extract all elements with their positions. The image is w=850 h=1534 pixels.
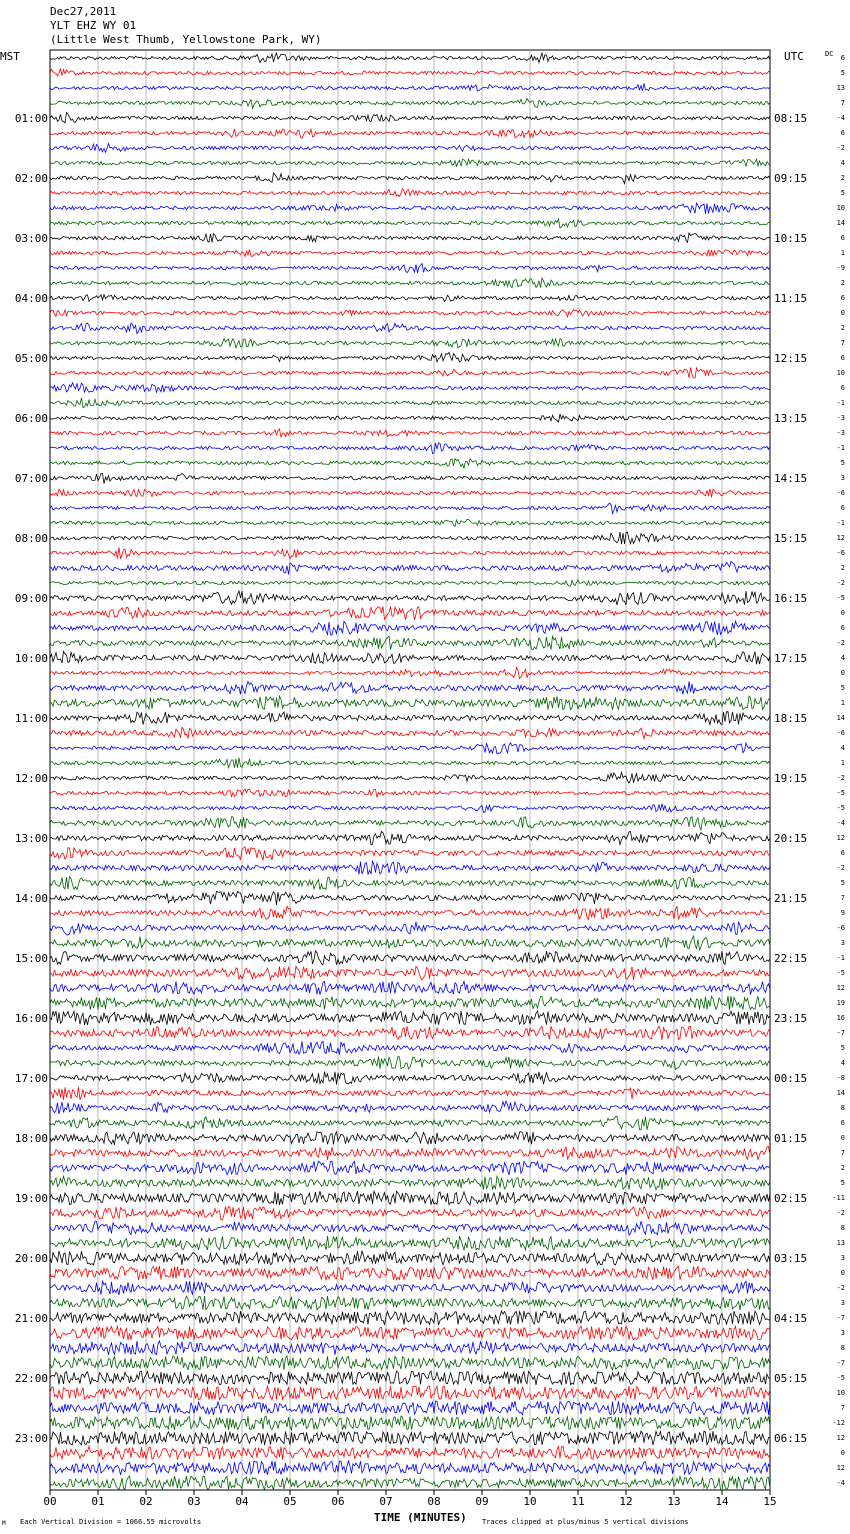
x-tick-label: 06: [331, 1495, 345, 1508]
utc-hour-label: 10:15: [774, 232, 808, 245]
trace-2: [50, 69, 770, 76]
dc-offset-label: -2: [836, 144, 845, 152]
mst-hour-label: 02:00: [14, 172, 48, 185]
trace-47: [50, 743, 770, 754]
utc-hour-label: 17:15: [774, 652, 808, 665]
trace-13: [50, 233, 770, 242]
utc-hour-label: 19:15: [774, 772, 808, 785]
trace-39: [50, 621, 770, 635]
dc-offset-label: 4: [840, 654, 845, 662]
trace-53: [50, 832, 770, 845]
utc-hour-label: 18:15: [774, 712, 808, 725]
mst-hour-label: 14:00: [14, 892, 48, 905]
utc-hour-label: 15:15: [774, 532, 808, 545]
dc-offset-label: -3: [836, 414, 845, 422]
utc-hour-label: 22:15: [774, 952, 808, 965]
dc-offset-header: DC: [825, 50, 834, 58]
trace-80: [50, 1236, 770, 1250]
dc-offset-label: 3: [840, 474, 845, 482]
trace-72: [50, 1116, 770, 1130]
trace-64: [50, 996, 770, 1010]
dc-offset-label: -11: [832, 1194, 845, 1202]
dc-offset-label: 2: [840, 1164, 845, 1172]
trace-7: [50, 143, 770, 152]
dc-offset-label: 7: [840, 894, 845, 902]
trace-41: [50, 651, 770, 664]
trace-21: [50, 353, 770, 362]
dc-offset-label: 7: [840, 1404, 845, 1412]
dc-offset-label: 12: [836, 834, 845, 842]
dc-offset-label: 14: [836, 1089, 845, 1097]
dc-offset-label: 9: [840, 909, 845, 917]
trace-17: [50, 295, 770, 302]
trace-24: [50, 398, 770, 408]
dc-offset-label: -6: [836, 924, 845, 932]
utc-hour-label: 09:15: [774, 172, 808, 185]
mst-hour-label: 07:00: [14, 472, 48, 485]
dc-offset-label: 14: [836, 219, 845, 227]
dc-offset-label: 5: [840, 459, 845, 467]
dc-offset-label: 14: [836, 714, 845, 722]
trace-37: [50, 591, 770, 605]
trace-46: [50, 727, 770, 739]
dc-offset-label: -2: [836, 1284, 845, 1292]
corner-mark: M: [2, 1520, 6, 1527]
dc-offset-label: 5: [840, 1044, 845, 1052]
utc-hour-label: 05:15: [774, 1372, 808, 1385]
mst-hour-label: 20:00: [14, 1252, 48, 1265]
trace-49: [50, 772, 770, 783]
trace-33: [50, 532, 770, 544]
dc-offset-label: -1: [836, 519, 845, 527]
dc-offset-label: 4: [840, 1059, 845, 1067]
dc-offset-label: 8: [840, 1104, 845, 1112]
trace-30: [50, 489, 770, 497]
dc-offset-label: 8: [840, 1344, 845, 1352]
trace-66: [50, 1026, 770, 1040]
utc-hour-label: 20:15: [774, 832, 808, 845]
dc-offset-label: 6: [840, 54, 845, 62]
mst-hour-label: 15:00: [14, 952, 48, 965]
mst-hour-label: 19:00: [14, 1192, 48, 1205]
x-tick-label: 10: [523, 1495, 537, 1508]
dc-offset-label: 6: [840, 294, 845, 302]
dc-offset-label: 5: [840, 879, 845, 887]
dc-offset-label: 10: [836, 204, 845, 212]
trace-95: [50, 1461, 770, 1475]
trace-76: [50, 1176, 770, 1189]
dc-offset-label: 3: [840, 1329, 845, 1337]
mst-hour-label: 12:00: [14, 772, 48, 785]
dc-offset-label: 6: [840, 234, 845, 242]
dc-offset-label: -2: [836, 579, 845, 587]
utc-hour-label: 00:15: [774, 1072, 808, 1085]
dc-offset-label: -7: [836, 1314, 845, 1322]
mst-hour-label: 17:00: [14, 1072, 48, 1085]
trace-27: [50, 443, 770, 454]
trace-18: [50, 310, 770, 317]
utc-hour-label: 03:15: [774, 1252, 808, 1265]
trace-91: [50, 1401, 770, 1415]
trace-32: [50, 519, 770, 526]
trace-82: [50, 1266, 770, 1280]
trace-74: [50, 1147, 770, 1160]
utc-hour-label: 06:15: [774, 1432, 808, 1445]
dc-offset-label: -5: [836, 969, 845, 977]
trace-11: [50, 203, 770, 214]
dc-offset-label: -6: [836, 549, 845, 557]
dc-offset-label: -7: [836, 1029, 845, 1037]
x-tick-label: 05: [283, 1495, 297, 1508]
x-axis-title: TIME (MINUTES): [374, 1511, 467, 1524]
trace-44: [50, 696, 770, 710]
trace-73: [50, 1132, 770, 1145]
dc-offset-label: 0: [840, 309, 845, 317]
trace-14: [50, 250, 770, 257]
dc-offset-label: 6: [840, 129, 845, 137]
dc-offset-label: 0: [840, 609, 845, 617]
trace-83: [50, 1281, 770, 1295]
trace-35: [50, 561, 770, 574]
dc-offset-label: 5: [840, 1179, 845, 1187]
trace-75: [50, 1161, 770, 1175]
trace-71: [50, 1101, 770, 1114]
trace-22: [50, 368, 770, 379]
dc-offset-label: 0: [840, 669, 845, 677]
trace-96: [50, 1476, 770, 1490]
trace-26: [50, 429, 770, 438]
mst-hour-label: 10:00: [14, 652, 48, 665]
trace-25: [50, 414, 770, 422]
trace-8: [50, 159, 770, 167]
trace-31: [50, 503, 770, 513]
trace-20: [50, 339, 770, 348]
station-location: (Little West Thumb, Yellowstone Park, WY): [50, 33, 322, 46]
dc-offset-label: -2: [836, 639, 845, 647]
trace-5: [50, 113, 770, 123]
trace-94: [50, 1446, 770, 1459]
trace-81: [50, 1251, 770, 1265]
x-tick-label: 04: [235, 1495, 249, 1508]
dc-offset-label: 1: [840, 249, 845, 257]
trace-89: [50, 1371, 770, 1385]
trace-40: [50, 636, 770, 650]
dc-offset-label: -6: [836, 729, 845, 737]
x-tick-label: 15: [763, 1495, 777, 1508]
trace-15: [50, 264, 770, 273]
mst-hour-label: 22:00: [14, 1372, 48, 1385]
trace-1: [50, 53, 770, 63]
utc-hour-label: 13:15: [774, 412, 808, 425]
trace-54: [50, 847, 770, 860]
utc-hour-label: 12:15: [774, 352, 808, 365]
trace-88: [50, 1356, 770, 1370]
dc-offset-label: 12: [836, 1434, 845, 1442]
trace-50: [50, 789, 770, 797]
dc-offset-label: -6: [836, 489, 845, 497]
x-tick-label: 12: [619, 1495, 633, 1508]
mst-hour-label: 16:00: [14, 1012, 48, 1025]
trace-67: [50, 1041, 770, 1054]
mst-hour-label: 09:00: [14, 592, 48, 605]
trace-36: [50, 580, 770, 587]
trace-58: [50, 906, 770, 919]
x-tick-label: 11: [571, 1495, 585, 1508]
x-tick-label: 01: [91, 1495, 105, 1508]
left-timezone-label: MST: [0, 50, 20, 63]
x-tick-label: 09: [475, 1495, 489, 1508]
dc-offset-label: 1: [840, 759, 845, 767]
dc-offset-label: 13: [836, 84, 845, 92]
dc-offset-label: 6: [840, 384, 845, 392]
mst-hour-label: 18:00: [14, 1132, 48, 1145]
utc-hour-label: 11:15: [774, 292, 808, 305]
dc-offset-label: -3: [836, 429, 845, 437]
dc-offset-label: -5: [836, 1374, 845, 1382]
mst-hour-label: 03:00: [14, 232, 48, 245]
trace-19: [50, 323, 770, 334]
dc-offset-label: 12: [836, 534, 845, 542]
dc-offset-label: 2: [840, 564, 845, 572]
trace-56: [50, 877, 770, 890]
x-tick-label: 03: [187, 1495, 201, 1508]
trace-65: [50, 1011, 770, 1025]
dc-offset-label: 19: [836, 999, 845, 1007]
utc-hour-label: 04:15: [774, 1312, 808, 1325]
dc-offset-label: 2: [840, 279, 845, 287]
x-tick-label: 08: [427, 1495, 441, 1508]
dc-offset-label: 16: [836, 1014, 845, 1022]
mst-hour-label: 01:00: [14, 112, 48, 125]
dc-offset-label: 2: [840, 324, 845, 332]
dc-offset-label: -2: [836, 1209, 845, 1217]
utc-hour-label: 14:15: [774, 472, 808, 485]
mst-hour-label: 08:00: [14, 532, 48, 545]
dc-offset-label: 0: [840, 1449, 845, 1457]
trace-55: [50, 861, 770, 874]
trace-61: [50, 951, 770, 965]
dc-offset-label: -5: [836, 804, 845, 812]
dc-offset-label: 12: [836, 1464, 845, 1472]
dc-offset-label: -12: [832, 1419, 845, 1427]
trace-6: [50, 129, 770, 139]
utc-hour-label: 02:15: [774, 1192, 808, 1205]
mst-hour-label: 05:00: [14, 352, 48, 365]
dc-offset-label: 4: [840, 159, 845, 167]
dc-offset-label: 3: [840, 1254, 845, 1262]
dc-offset-label: -1: [836, 399, 845, 407]
trace-84: [50, 1296, 770, 1310]
trace-86: [50, 1326, 770, 1340]
trace-68: [50, 1056, 770, 1069]
trace-90: [50, 1386, 770, 1400]
dc-offset-label: -4: [836, 819, 845, 827]
trace-69: [50, 1072, 770, 1085]
x-tick-label: 00: [43, 1495, 57, 1508]
utc-hour-label: 16:15: [774, 592, 808, 605]
trace-57: [50, 891, 770, 905]
dc-offset-label: 13: [836, 1239, 845, 1247]
trace-77: [50, 1191, 770, 1205]
right-timezone-label: UTC: [784, 50, 804, 63]
dc-offset-label: 6: [840, 849, 845, 857]
dc-offset-label: 6: [840, 1119, 845, 1127]
dc-offset-label: 3: [840, 1299, 845, 1307]
dc-offset-label: 5: [840, 684, 845, 692]
trace-59: [50, 922, 770, 935]
station-code: YLT EHZ WY 01: [50, 19, 137, 32]
dc-offset-label: 7: [840, 1149, 845, 1157]
dc-offset-label: -9: [836, 264, 845, 272]
dc-offset-label: -2: [836, 774, 845, 782]
dc-offset-label: 0: [840, 1269, 845, 1277]
dc-offset-label: 7: [840, 99, 845, 107]
dc-offset-label: -2: [836, 864, 845, 872]
trace-51: [50, 804, 770, 813]
trace-87: [50, 1341, 770, 1355]
dc-offset-label: 6: [840, 504, 845, 512]
dc-offset-label: 10: [836, 369, 845, 377]
mst-hour-label: 13:00: [14, 832, 48, 845]
x-tick-label: 13: [667, 1495, 681, 1508]
dc-offset-label: 2: [840, 174, 845, 182]
trace-48: [50, 758, 770, 768]
mst-hour-label: 06:00: [14, 412, 48, 425]
trace-29: [50, 473, 770, 483]
trace-70: [50, 1087, 770, 1100]
mst-hour-label: 04:00: [14, 292, 48, 305]
dc-offset-label: 1: [840, 699, 845, 707]
trace-3: [50, 83, 770, 91]
dc-offset-label: -1: [836, 444, 845, 452]
trace-63: [50, 981, 770, 995]
trace-12: [50, 219, 770, 228]
trace-92: [50, 1416, 770, 1430]
dc-offset-label: 5: [840, 189, 845, 197]
dc-offset-label: 4: [840, 744, 845, 752]
dc-offset-label: 7: [840, 339, 845, 347]
utc-hour-label: 01:15: [774, 1132, 808, 1145]
trace-45: [50, 712, 770, 725]
dc-offset-label: 3: [840, 939, 845, 947]
dc-offset-label: -5: [836, 594, 845, 602]
trace-43: [50, 681, 770, 694]
dc-offset-label: -1: [836, 954, 845, 962]
trace-10: [50, 189, 770, 197]
mst-hour-label: 23:00: [14, 1432, 48, 1445]
dc-offset-label: 6: [840, 354, 845, 362]
trace-60: [50, 936, 770, 950]
utc-hour-label: 08:15: [774, 112, 808, 125]
trace-34: [50, 547, 770, 558]
dc-offset-label: 12: [836, 984, 845, 992]
vertical-scale-note: Each Vertical Division = 1066.55 microvolts: [20, 1518, 202, 1526]
dc-offset-label: -5: [836, 789, 845, 797]
x-tick-label: 07: [379, 1495, 393, 1508]
dc-offset-label: -4: [836, 1479, 845, 1487]
trace-79: [50, 1221, 770, 1235]
trace-42: [50, 667, 770, 678]
trace-28: [50, 459, 770, 468]
dc-offset-label: -7: [836, 1359, 845, 1367]
clipping-note: Traces clipped at plus/minus 5 vertical divisions: [482, 1518, 689, 1526]
mst-hour-label: 21:00: [14, 1312, 48, 1325]
plot-date: Dec27,2011: [50, 5, 117, 18]
dc-offset-label: 10: [836, 1389, 845, 1397]
dc-offset-label: 8: [840, 1224, 845, 1232]
trace-4: [50, 98, 770, 108]
trace-78: [50, 1207, 770, 1220]
utc-hour-label: 21:15: [774, 892, 808, 905]
x-tick-label: 02: [139, 1495, 153, 1508]
trace-85: [50, 1311, 770, 1325]
dc-offset-label: 6: [840, 624, 845, 632]
trace-9: [50, 173, 770, 184]
trace-38: [50, 607, 770, 620]
dc-offset-label: 0: [840, 1134, 845, 1142]
dc-offset-label: -4: [836, 114, 845, 122]
trace-23: [50, 383, 770, 393]
mst-hour-label: 11:00: [14, 712, 48, 725]
trace-62: [50, 966, 770, 980]
x-tick-label: 14: [715, 1495, 729, 1508]
trace-52: [50, 817, 770, 830]
utc-hour-label: 23:15: [774, 1012, 808, 1025]
dc-offset-label: -8: [836, 1074, 845, 1082]
dc-offset-label: 5: [840, 69, 845, 77]
trace-16: [50, 278, 770, 288]
trace-93: [50, 1431, 770, 1445]
